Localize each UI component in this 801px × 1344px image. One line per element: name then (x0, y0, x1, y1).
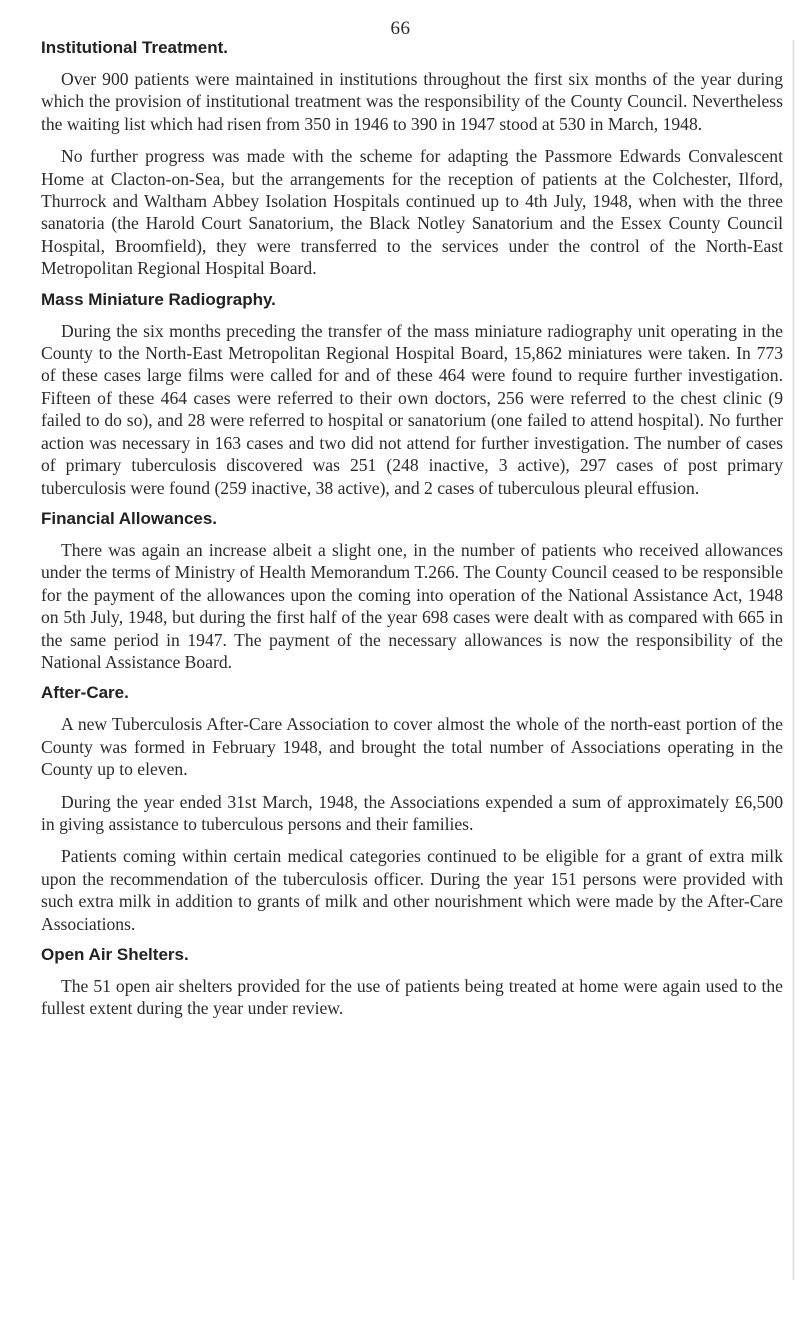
heading-mass-miniature-radiography: Mass Miniature Radiography. (41, 289, 276, 309)
page-number: 66 (390, 18, 411, 39)
paragraph: No further progress was made with the scheme for adapting the Passmore Edwards Convalescent Home at Clacton-on-Sea, but the arrangements for the reception of patients at the Colchester, Ilford, Thurrock and Waltham Abbey Isolation Hospitals continued up to 4th July, 1948, when with the three sanatoria (the Harold Court Sanatorium, the Black Notley Sanatorium and the Essex County Council Hospital, Broomfield), they were transferred to the services under the control of the North-East Metropolitan Regional Hospital Board. (41, 146, 783, 279)
paragraph: The 51 open air shelters provided for the use of patients being treated at home were again used to the fullest extent during the year under review. (41, 976, 783, 1019)
heading-open-air-shelters: Open Air Shelters. (41, 945, 189, 964)
heading-financial-allowances: Financial Allowances. (41, 508, 218, 528)
paragraph: Patients coming within certain medical categories continued to be eligible for a grant of extra milk upon the recommendation of the tuberculosis officer. During the year 151 persons were provided with such extra milk in addition to grants of milk and other nourishment which were made by the After-Care Associations. (41, 846, 783, 934)
paragraph: During the six months preceding the transfer of the mass miniature radiography unit operating in the County to the North-East Metropolitan Regional Hospital Board, 15,862 miniatures were taken. In 773 of these cases large films were called for and of these 464 were found to require further investigation. Fifteen of these 464 cases were referred to their own doctors, 256 were referred to the chest clinic (9 failed to do so), and 28 were referred to hospital or sanatorium (one failed to attend hospital). No further action was necessary in 163 cases and two did not attend for further investigation. The number of cases of primary tuberculosis discovered was 251 (248 inactive, 3 active), 297 cases of post primary tuberculosis were found (259 inactive, 38 active), and 2 cases of tuberculous pleural effusion. (41, 320, 783, 498)
paragraph: During the year ended 31st March, 1948, the Associations expended a sum of approximately £6,500 in giving assistance to tuberculous persons and their families. (41, 791, 783, 834)
paragraph: A new Tuberculosis After-Care Association to cover almost the whole of the north-east portion of the County was formed in February 1948, and brought the total number of Associations operating in the County up to eleven. (41, 714, 783, 780)
paragraph: There was again an increase albeit a slight one, in the number of patients who received allowances under the terms of Ministry of Health Memorandum T.266. The County Council ceased to be responsible for the payment of the allowances upon the coming into operation of the National Assistance Act, 1948 on 5th July, 1948, but during the first half of the year 698 cases were dealt with as compared with 665 in the same period in 1947. The payment of the necessary allowances is now the responsibility of the National Assistance Board. (41, 539, 783, 672)
heading-after-care: After-Care. (41, 683, 129, 703)
paragraph: Over 900 patients were maintained in institutions throughout the first six months of the year during which the provision of institutional treatment was the responsibility of the County Council. Nevertheless the waiting list which had risen from 350 in 1946 to 390 in 1947 stood at 530 in March, 1948. (41, 69, 783, 134)
heading-institutional-treatment: Institutional Treatment. (41, 38, 229, 57)
page-binding-shadow (792, 40, 795, 1280)
page-content (41, 38, 783, 1020)
